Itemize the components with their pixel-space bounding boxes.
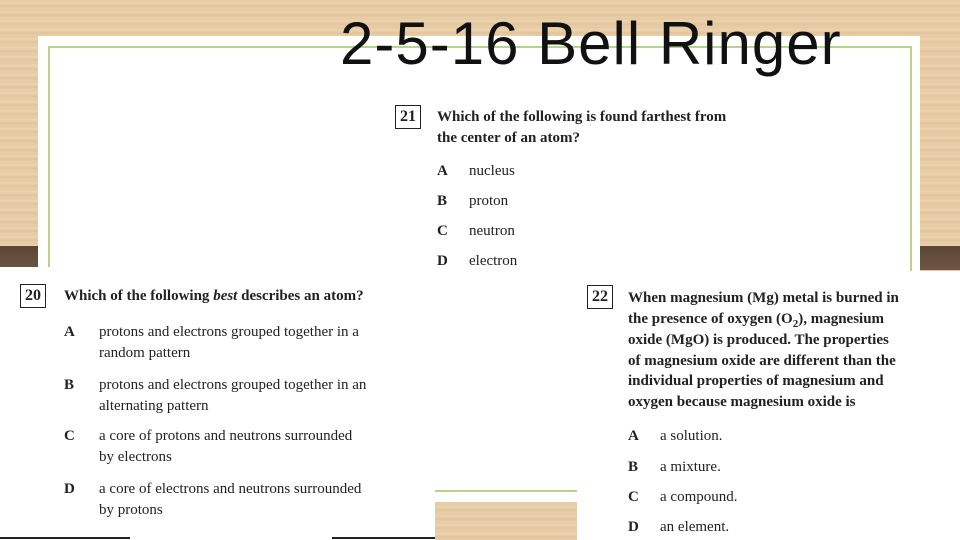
question-22-card xyxy=(577,271,960,540)
option-letter: C xyxy=(628,489,639,505)
option-text: an element. xyxy=(660,519,730,535)
option-text-line: by protons xyxy=(99,502,163,518)
option-text-line: by electrons xyxy=(99,449,172,465)
question-stem-line: oxygen because magnesium oxide is xyxy=(628,393,856,410)
divider-line xyxy=(0,537,130,539)
option-text-line: random pattern xyxy=(99,345,191,361)
question-stem-text: ), magnesium xyxy=(798,310,885,327)
option-text: neutron xyxy=(469,223,515,239)
question-stem xyxy=(628,288,958,412)
question-stem-text: Which of the following xyxy=(64,288,214,304)
option-text-line: alternating pattern xyxy=(99,398,209,414)
question-stem-line xyxy=(628,309,958,331)
option-text: a mixture. xyxy=(660,459,721,475)
question-stem xyxy=(437,107,787,148)
option-letter: A xyxy=(437,163,448,179)
question-number-box: 22 xyxy=(587,285,613,309)
divider-line xyxy=(332,537,435,539)
option-letter: B xyxy=(64,377,75,393)
subscript: 2 xyxy=(792,317,799,330)
option-text-line: protons and electrons grouped together in a xyxy=(99,324,359,340)
option-text-line: a core of protons and neutrons surrounded xyxy=(99,428,353,444)
option-text: electron xyxy=(469,253,518,269)
question-number-box: 20 xyxy=(20,284,46,308)
option-letter: B xyxy=(628,459,639,475)
question-stem xyxy=(64,286,434,307)
question-20-card xyxy=(0,267,435,540)
question-number-box: 21 xyxy=(395,105,421,129)
question-stem-line: the center of an atom? xyxy=(437,129,581,146)
option-text: proton xyxy=(469,193,509,209)
option-text-line: protons and electrons grouped together in an xyxy=(99,377,367,393)
option-letter: D xyxy=(628,519,639,535)
option-text: nucleus xyxy=(469,163,515,179)
option-letter: C xyxy=(64,428,75,444)
option-letter: A xyxy=(64,324,75,340)
question-stem-line: individual properties of magnesium and xyxy=(628,373,884,389)
slide-title: 2-5-16 Bell Ringer xyxy=(340,10,842,77)
option-text: a solution. xyxy=(660,428,723,444)
question-stem-line: oxide (MgO) is produced. The properties xyxy=(628,332,889,348)
option-letter: D xyxy=(64,481,75,497)
question-stem-line: When magnesium (Mg) metal is burned in xyxy=(628,290,899,306)
option-text: a compound. xyxy=(660,489,738,505)
question-stem-emphasis: best xyxy=(213,288,238,304)
question-21-card xyxy=(385,89,790,271)
question-stem-text: describes an atom? xyxy=(237,288,364,304)
option-letter: D xyxy=(437,253,448,269)
option-text-line: a core of electrons and neutrons surrounded xyxy=(99,481,362,497)
option-letter: B xyxy=(437,193,448,209)
question-stem-line: of magnesium oxide are different than the xyxy=(628,352,896,369)
question-stem-text: the presence of oxygen (O xyxy=(628,310,793,327)
option-letter: C xyxy=(437,223,448,239)
question-stem-line: Which of the following is found farthest from xyxy=(437,109,727,125)
option-letter: A xyxy=(628,428,639,444)
